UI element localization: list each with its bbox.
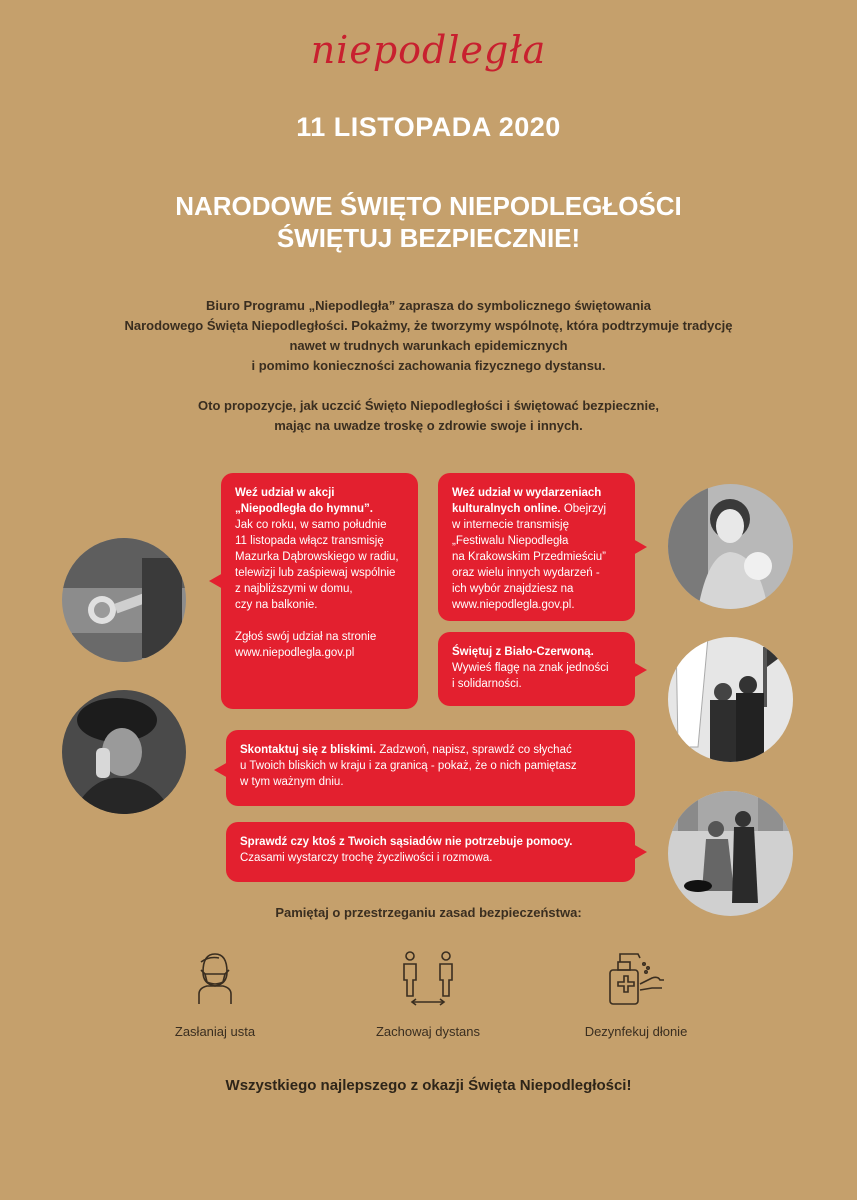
bubble-text: Obejrzyj bbox=[560, 503, 607, 515]
bubble-title: Sprawdź czy ktoś z Twoich sąsiadów nie potrzebuje pomocy. bbox=[240, 836, 573, 848]
bubble-title: Weź udział w akcji bbox=[235, 487, 335, 499]
bubble-text: i solidarności. bbox=[452, 678, 522, 690]
intro-line: Biuro Programu „Niepodległa” zaprasza do symbolicznego świętowania bbox=[206, 298, 651, 313]
rule-label: Zasłaniaj usta bbox=[174, 1024, 256, 1039]
trumpet-player-photo bbox=[62, 538, 186, 662]
bubble-text: Zadzwoń, napisz, sprawdź co słychać bbox=[376, 744, 572, 756]
headline-line: NARODOWE ŚWIĘTO NIEPODLEGŁOŚCI bbox=[175, 191, 682, 221]
bubble-title: Świętuj z Biało-Czerwoną. bbox=[452, 646, 594, 658]
face-mask-icon bbox=[185, 948, 245, 1008]
bubble-text: oraz wielu innych wydarzeń - bbox=[452, 567, 600, 579]
woman-with-child-photo bbox=[668, 484, 793, 609]
safety-rules-title: Pamiętaj o przestrzeganiu zasad bezpieczeństwa: bbox=[275, 905, 582, 920]
bubble-text: „Festiwalu Niepodległa bbox=[452, 535, 569, 547]
flag-parade-photo bbox=[668, 637, 793, 762]
bubble-text: czy na balkonie. bbox=[235, 599, 318, 611]
flag-bubble bbox=[438, 632, 635, 706]
bubble-title: Skontaktuj się z bliskimi. bbox=[240, 744, 377, 756]
rule-label: Zachowaj dystans bbox=[375, 1024, 481, 1039]
bubble-text: na Krakowskim Przedmieściu” bbox=[452, 551, 607, 563]
bubble-text: 11 listopada włącz transmisję bbox=[235, 535, 384, 547]
bubble-text: z najbliższymi w domu, bbox=[235, 583, 353, 595]
intro-line: i pomimo konieczności zachowania fizycznego dystansu. bbox=[251, 358, 606, 373]
bubble-text: telewizji lub zaśpiewaj wspólnie bbox=[235, 567, 396, 579]
bubble-title: „Niepodległa do hymnu”. bbox=[235, 503, 374, 515]
intro-line: nawet w trudnych warunkach epidemicznych bbox=[289, 338, 568, 353]
website-link[interactable]: www.niepodlegla.gov.pl bbox=[235, 647, 355, 659]
contact-bubble bbox=[226, 730, 635, 806]
closing-greeting: Wszystkiego najlepszego z okazji Święta Niepodległości! bbox=[225, 1077, 632, 1094]
bubble-text: u Twoich bliskich w kraju i za granicą - pokaż, że o nich pamiętasz bbox=[240, 760, 577, 772]
online-events-bubble bbox=[438, 473, 635, 621]
anthem-bubble bbox=[221, 473, 418, 709]
website-link[interactable]: www.niepodlegla.gov.pl. bbox=[452, 599, 575, 611]
intro-line: Narodowego Święta Niepodległości. Pokażmy, że tworzymy wspólnotę, która podtrzymuje tradycję bbox=[124, 318, 733, 333]
headline-line: ŚWIĘTUJ BEZPIECZNIE! bbox=[276, 223, 581, 253]
rule-label: Dezynfekuj dłonie bbox=[584, 1024, 688, 1039]
intro-paragraph bbox=[90, 296, 767, 376]
intro-line: Oto propozycje, jak uczcić Święto Niepodległości i świętować bezpiecznie, bbox=[198, 398, 659, 413]
bubble-text: Mazurka Dąbrowskiego w radiu, bbox=[235, 551, 399, 563]
proposals-intro bbox=[90, 396, 767, 436]
bubble-text: w tym ważnym dniu. bbox=[240, 776, 344, 788]
bubble-text: w internecie transmisję bbox=[452, 519, 569, 531]
headline bbox=[0, 190, 857, 254]
niepodlegla-logo: niepodległa bbox=[310, 28, 547, 72]
bubble-text: Czasami wystarczy trochę życzliwości i rozmowa. bbox=[240, 852, 493, 864]
hand-sanitizer-icon bbox=[606, 948, 666, 1008]
bubble-title: Weź udział w wydarzeniach bbox=[452, 487, 602, 499]
neighbours-bubble bbox=[226, 822, 635, 882]
distance-icon bbox=[398, 948, 458, 1008]
intro-line: mając na uwadze troskę o zdrowie swoje i innych. bbox=[274, 418, 583, 433]
bubble-text: Jak co roku, w samo południe bbox=[235, 519, 387, 531]
bubble-text: Wywieś flagę na znak jedności bbox=[452, 662, 609, 674]
rule-disinfect-hands bbox=[506, 948, 766, 1039]
event-date: 11 LISTOPADA 2020 bbox=[296, 112, 561, 142]
bubble-text: ich wybór znajdziesz na bbox=[452, 583, 574, 595]
helping-elderly-photo bbox=[668, 791, 793, 916]
bubble-title: kulturalnych online. bbox=[452, 503, 561, 515]
bubble-text: Zgłoś swój udział na stronie bbox=[235, 631, 377, 643]
phone-call-photo bbox=[62, 690, 186, 814]
